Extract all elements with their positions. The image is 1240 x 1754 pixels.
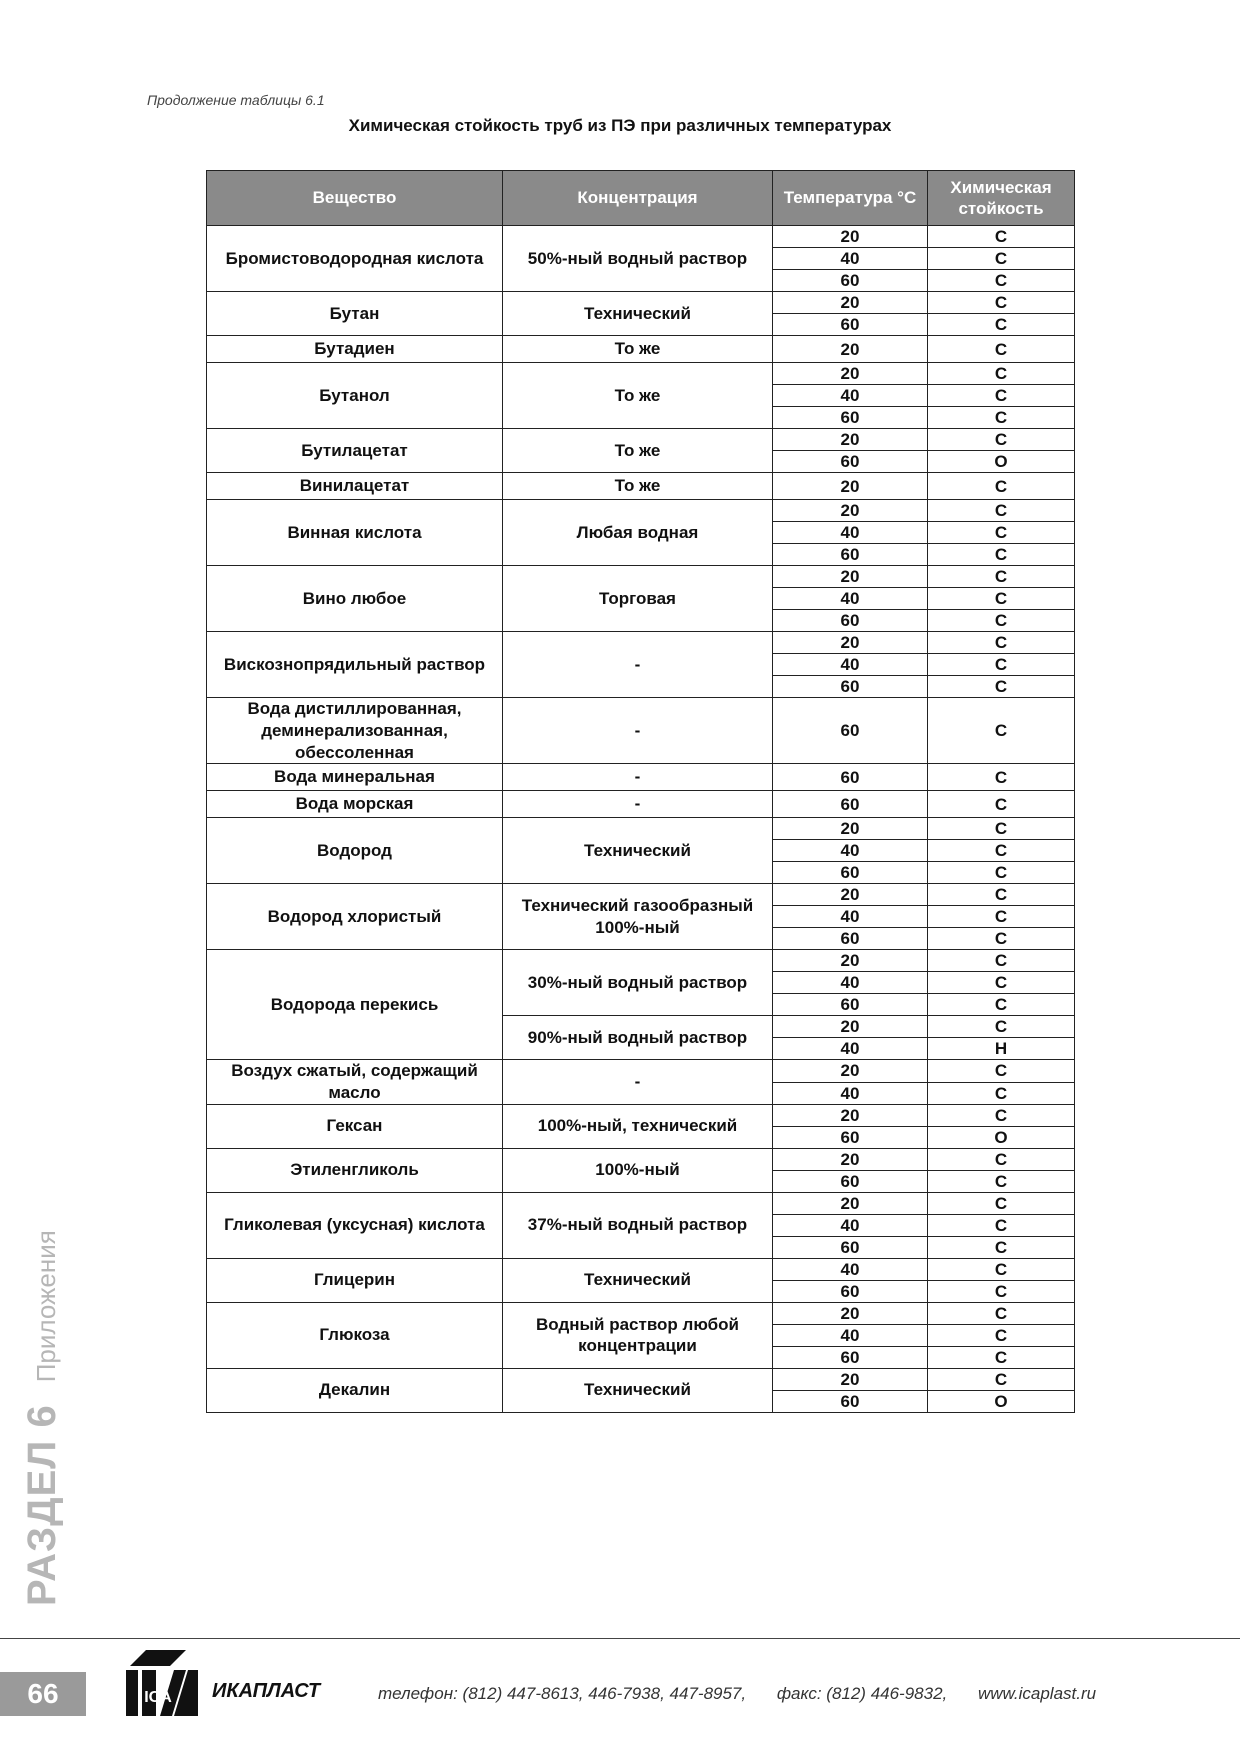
resistance-cell: С bbox=[928, 500, 1075, 522]
fax-number: факс: (812) 446-9832, bbox=[776, 1684, 948, 1703]
resistance-cell: С bbox=[928, 1082, 1075, 1104]
temperature-cell: 60 bbox=[773, 314, 928, 336]
concentration-cell: То же bbox=[503, 429, 773, 473]
phone-numbers: телефон: (812) 447-8613, 446-7938, 447-8957, bbox=[378, 1684, 747, 1703]
substance-cell: Вода минеральная bbox=[207, 764, 503, 791]
resistance-cell: С bbox=[928, 972, 1075, 994]
table-row bbox=[207, 226, 1075, 248]
resistance-cell: С bbox=[928, 1368, 1075, 1390]
resistance-cell: С bbox=[928, 950, 1075, 972]
concentration-cell: Водный раствор любой концентрации bbox=[503, 1302, 773, 1368]
resistance-cell: С bbox=[928, 314, 1075, 336]
substance-cell: Бромистоводородная кислота bbox=[207, 226, 503, 292]
table-row bbox=[207, 363, 1075, 385]
temperature-cell: 60 bbox=[773, 1170, 928, 1192]
temperature-cell: 40 bbox=[773, 248, 928, 270]
table-title: Химическая стойкость труб из ПЭ при различных температурах bbox=[348, 116, 892, 135]
substance-cell: Вода дистиллированная, деминерализованная, обессоленная bbox=[207, 698, 503, 764]
temperature-cell: 20 bbox=[773, 1368, 928, 1390]
table-row bbox=[207, 566, 1075, 588]
table-row bbox=[207, 1368, 1075, 1390]
resistance-cell: О bbox=[928, 1390, 1075, 1412]
substance-cell: Вискознопрядильный раствор bbox=[207, 632, 503, 698]
concentration-cell: 100%-ный bbox=[503, 1148, 773, 1192]
temperature-cell: 20 bbox=[773, 500, 928, 522]
resistance-cell: С bbox=[928, 1148, 1075, 1170]
table-row bbox=[207, 1192, 1075, 1214]
concentration-cell: Любая водная bbox=[503, 500, 773, 566]
resistance-cell: С bbox=[928, 610, 1075, 632]
temperature-cell: 20 bbox=[773, 429, 928, 451]
header-resistance: Химическая стойкость bbox=[928, 171, 1075, 226]
temperature-cell: 60 bbox=[773, 1280, 928, 1302]
resistance-cell: С bbox=[928, 429, 1075, 451]
table-header bbox=[207, 171, 1075, 226]
resistance-cell: С bbox=[928, 336, 1075, 363]
table-row bbox=[207, 500, 1075, 522]
resistance-cell: Н bbox=[928, 1038, 1075, 1060]
concentration-cell: 100%-ный, технический bbox=[503, 1104, 773, 1148]
substance-cell: Гликолевая (уксусная) кислота bbox=[207, 1192, 503, 1258]
resistance-cell: С bbox=[928, 791, 1075, 818]
resistance-cell: С bbox=[928, 566, 1075, 588]
substance-cell: Винилацетат bbox=[207, 473, 503, 500]
temperature-cell: 60 bbox=[773, 1346, 928, 1368]
temperature-cell: 20 bbox=[773, 292, 928, 314]
temperature-cell: 20 bbox=[773, 1148, 928, 1170]
temperature-cell: 20 bbox=[773, 1060, 928, 1082]
table-row bbox=[207, 884, 1075, 906]
substance-cell: Бутан bbox=[207, 292, 503, 336]
header-concentration: Концентрация bbox=[503, 171, 773, 226]
resistance-cell: С bbox=[928, 1280, 1075, 1302]
temperature-cell: 60 bbox=[773, 676, 928, 698]
substance-cell: Глюкоза bbox=[207, 1302, 503, 1368]
substance-cell: Водород хлористый bbox=[207, 884, 503, 950]
temperature-cell: 60 bbox=[773, 610, 928, 632]
temperature-cell: 60 bbox=[773, 1236, 928, 1258]
temperature-cell: 40 bbox=[773, 588, 928, 610]
temperature-cell: 20 bbox=[773, 473, 928, 500]
section-sidebar bbox=[20, 1230, 65, 1606]
resistance-cell: С bbox=[928, 994, 1075, 1016]
resistance-cell: С bbox=[928, 1258, 1075, 1280]
temperature-cell: 60 bbox=[773, 407, 928, 429]
concentration-cell: Технический bbox=[503, 1258, 773, 1302]
resistance-cell: С bbox=[928, 818, 1075, 840]
temperature-cell: 40 bbox=[773, 1038, 928, 1060]
header-temperature: Температура °С bbox=[773, 171, 928, 226]
temperature-cell: 60 bbox=[773, 928, 928, 950]
substance-cell: Глицерин bbox=[207, 1258, 503, 1302]
footer-divider bbox=[0, 1638, 1240, 1639]
concentration-cell: Технический bbox=[503, 1368, 773, 1412]
resistance-cell: С bbox=[928, 522, 1075, 544]
resistance-cell: С bbox=[928, 1060, 1075, 1082]
concentration-cell: 30%-ный водный раствор bbox=[503, 950, 773, 1016]
temperature-cell: 40 bbox=[773, 840, 928, 862]
temperature-cell: 60 bbox=[773, 862, 928, 884]
substance-cell: Воздух сжатый, содержащий масло bbox=[207, 1060, 503, 1105]
resistance-cell: С bbox=[928, 473, 1075, 500]
resistance-cell: С bbox=[928, 1346, 1075, 1368]
table-row bbox=[207, 950, 1075, 972]
table-row bbox=[207, 473, 1075, 500]
resistance-cell: С bbox=[928, 840, 1075, 862]
resistance-cell: С bbox=[928, 906, 1075, 928]
resistance-cell: С bbox=[928, 654, 1075, 676]
contacts bbox=[378, 1684, 1122, 1704]
concentration-cell: То же bbox=[503, 473, 773, 500]
logo-text: ICA bbox=[144, 1689, 172, 1706]
resistance-cell: С bbox=[928, 385, 1075, 407]
resistance-cell: С bbox=[928, 1236, 1075, 1258]
substance-cell: Бутадиен bbox=[207, 336, 503, 363]
temperature-cell: 40 bbox=[773, 1258, 928, 1280]
concentration-cell: То же bbox=[503, 336, 773, 363]
section-subtitle: Приложения bbox=[31, 1230, 61, 1383]
resistance-cell: С bbox=[928, 226, 1075, 248]
substance-cell: Декалин bbox=[207, 1368, 503, 1412]
temperature-cell: 20 bbox=[773, 884, 928, 906]
substance-cell: Вино любое bbox=[207, 566, 503, 632]
resistance-cell: С bbox=[928, 862, 1075, 884]
concentration-cell: - bbox=[503, 764, 773, 791]
chemical-resistance-table bbox=[206, 170, 1075, 1413]
temperature-cell: 40 bbox=[773, 1082, 928, 1104]
resistance-cell: С bbox=[928, 1192, 1075, 1214]
table-row bbox=[207, 1060, 1075, 1082]
substance-cell: Вода морская bbox=[207, 791, 503, 818]
concentration-cell: Технический газообразный 100%-ный bbox=[503, 884, 773, 950]
substance-cell: Винная кислота bbox=[207, 500, 503, 566]
resistance-cell: О bbox=[928, 451, 1075, 473]
temperature-cell: 20 bbox=[773, 336, 928, 363]
temperature-cell: 60 bbox=[773, 270, 928, 292]
section-label: РАЗДЕЛ 6 bbox=[20, 1404, 64, 1606]
temperature-cell: 20 bbox=[773, 632, 928, 654]
table-row bbox=[207, 292, 1075, 314]
resistance-cell: С bbox=[928, 1170, 1075, 1192]
concentration-cell: - bbox=[503, 1060, 773, 1105]
concentration-cell: Торговая bbox=[503, 566, 773, 632]
table-row bbox=[207, 1302, 1075, 1324]
resistance-cell: С bbox=[928, 632, 1075, 654]
resistance-cell: С bbox=[928, 1324, 1075, 1346]
substance-cell: Гексан bbox=[207, 1104, 503, 1148]
temperature-cell: 20 bbox=[773, 1104, 928, 1126]
temperature-cell: 60 bbox=[773, 994, 928, 1016]
resistance-cell: С bbox=[928, 363, 1075, 385]
resistance-cell: С bbox=[928, 248, 1075, 270]
temperature-cell: 60 bbox=[773, 1390, 928, 1412]
table-row bbox=[207, 336, 1075, 363]
temperature-cell: 60 bbox=[773, 451, 928, 473]
concentration-cell: Технический bbox=[503, 818, 773, 884]
concentration-cell: То же bbox=[503, 363, 773, 429]
resistance-cell: С bbox=[928, 270, 1075, 292]
concentration-cell: Технический bbox=[503, 292, 773, 336]
temperature-cell: 20 bbox=[773, 1192, 928, 1214]
temperature-cell: 20 bbox=[773, 1016, 928, 1038]
resistance-cell: С bbox=[928, 1302, 1075, 1324]
resistance-cell: С bbox=[928, 544, 1075, 566]
temperature-cell: 40 bbox=[773, 1324, 928, 1346]
temperature-cell: 60 bbox=[773, 764, 928, 791]
table-row bbox=[207, 764, 1075, 791]
substance-cell: Бутанол bbox=[207, 363, 503, 429]
brand-name: ИКАПЛАСТ bbox=[212, 1680, 321, 1702]
resistance-cell: С bbox=[928, 407, 1075, 429]
temperature-cell: 40 bbox=[773, 1214, 928, 1236]
temperature-cell: 20 bbox=[773, 1302, 928, 1324]
concentration-cell: 50%-ный водный раствор bbox=[503, 226, 773, 292]
temperature-cell: 20 bbox=[773, 363, 928, 385]
temperature-cell: 20 bbox=[773, 950, 928, 972]
substance-cell: Бутилацетат bbox=[207, 429, 503, 473]
temperature-cell: 40 bbox=[773, 385, 928, 407]
resistance-cell: С bbox=[928, 764, 1075, 791]
website-link[interactable]: www.icaplast.ru bbox=[978, 1684, 1097, 1703]
continuation-note: Продолжение таблицы 6.1 bbox=[147, 92, 325, 108]
resistance-cell: С bbox=[928, 588, 1075, 610]
table-row bbox=[207, 1258, 1075, 1280]
temperature-cell: 60 bbox=[773, 791, 928, 818]
temperature-cell: 60 bbox=[773, 544, 928, 566]
table-row bbox=[207, 429, 1075, 451]
substance-cell: Водорода перекись bbox=[207, 950, 503, 1060]
resistance-cell: С bbox=[928, 928, 1075, 950]
resistance-cell: С bbox=[928, 1016, 1075, 1038]
temperature-cell: 20 bbox=[773, 226, 928, 248]
concentration-cell: - bbox=[503, 698, 773, 764]
icaplast-logo-icon bbox=[116, 1646, 200, 1724]
table-row bbox=[207, 698, 1075, 764]
header-substance: Вещество bbox=[207, 171, 503, 226]
temperature-cell: 60 bbox=[773, 698, 928, 764]
table-row bbox=[207, 1148, 1075, 1170]
substance-cell: Этиленгликоль bbox=[207, 1148, 503, 1192]
table-row bbox=[207, 1104, 1075, 1126]
resistance-cell: С bbox=[928, 676, 1075, 698]
table-row bbox=[207, 818, 1075, 840]
table-body bbox=[207, 226, 1075, 1413]
temperature-cell: 40 bbox=[773, 522, 928, 544]
temperature-cell: 40 bbox=[773, 972, 928, 994]
substance-cell: Водород bbox=[207, 818, 503, 884]
concentration-cell: 37%-ный водный раствор bbox=[503, 1192, 773, 1258]
temperature-cell: 60 bbox=[773, 1126, 928, 1148]
resistance-cell: С bbox=[928, 884, 1075, 906]
temperature-cell: 40 bbox=[773, 654, 928, 676]
table-row bbox=[207, 791, 1075, 818]
concentration-cell: - bbox=[503, 632, 773, 698]
resistance-cell: С bbox=[928, 292, 1075, 314]
temperature-cell: 40 bbox=[773, 906, 928, 928]
concentration-cell: 90%-ный водный раствор bbox=[503, 1016, 773, 1060]
resistance-cell: С bbox=[928, 1104, 1075, 1126]
table-row bbox=[207, 632, 1075, 654]
resistance-cell: С bbox=[928, 698, 1075, 764]
concentration-cell: - bbox=[503, 791, 773, 818]
temperature-cell: 20 bbox=[773, 818, 928, 840]
resistance-cell: С bbox=[928, 1214, 1075, 1236]
resistance-cell: О bbox=[928, 1126, 1075, 1148]
temperature-cell: 20 bbox=[773, 566, 928, 588]
page-number: 66 bbox=[0, 1672, 86, 1716]
